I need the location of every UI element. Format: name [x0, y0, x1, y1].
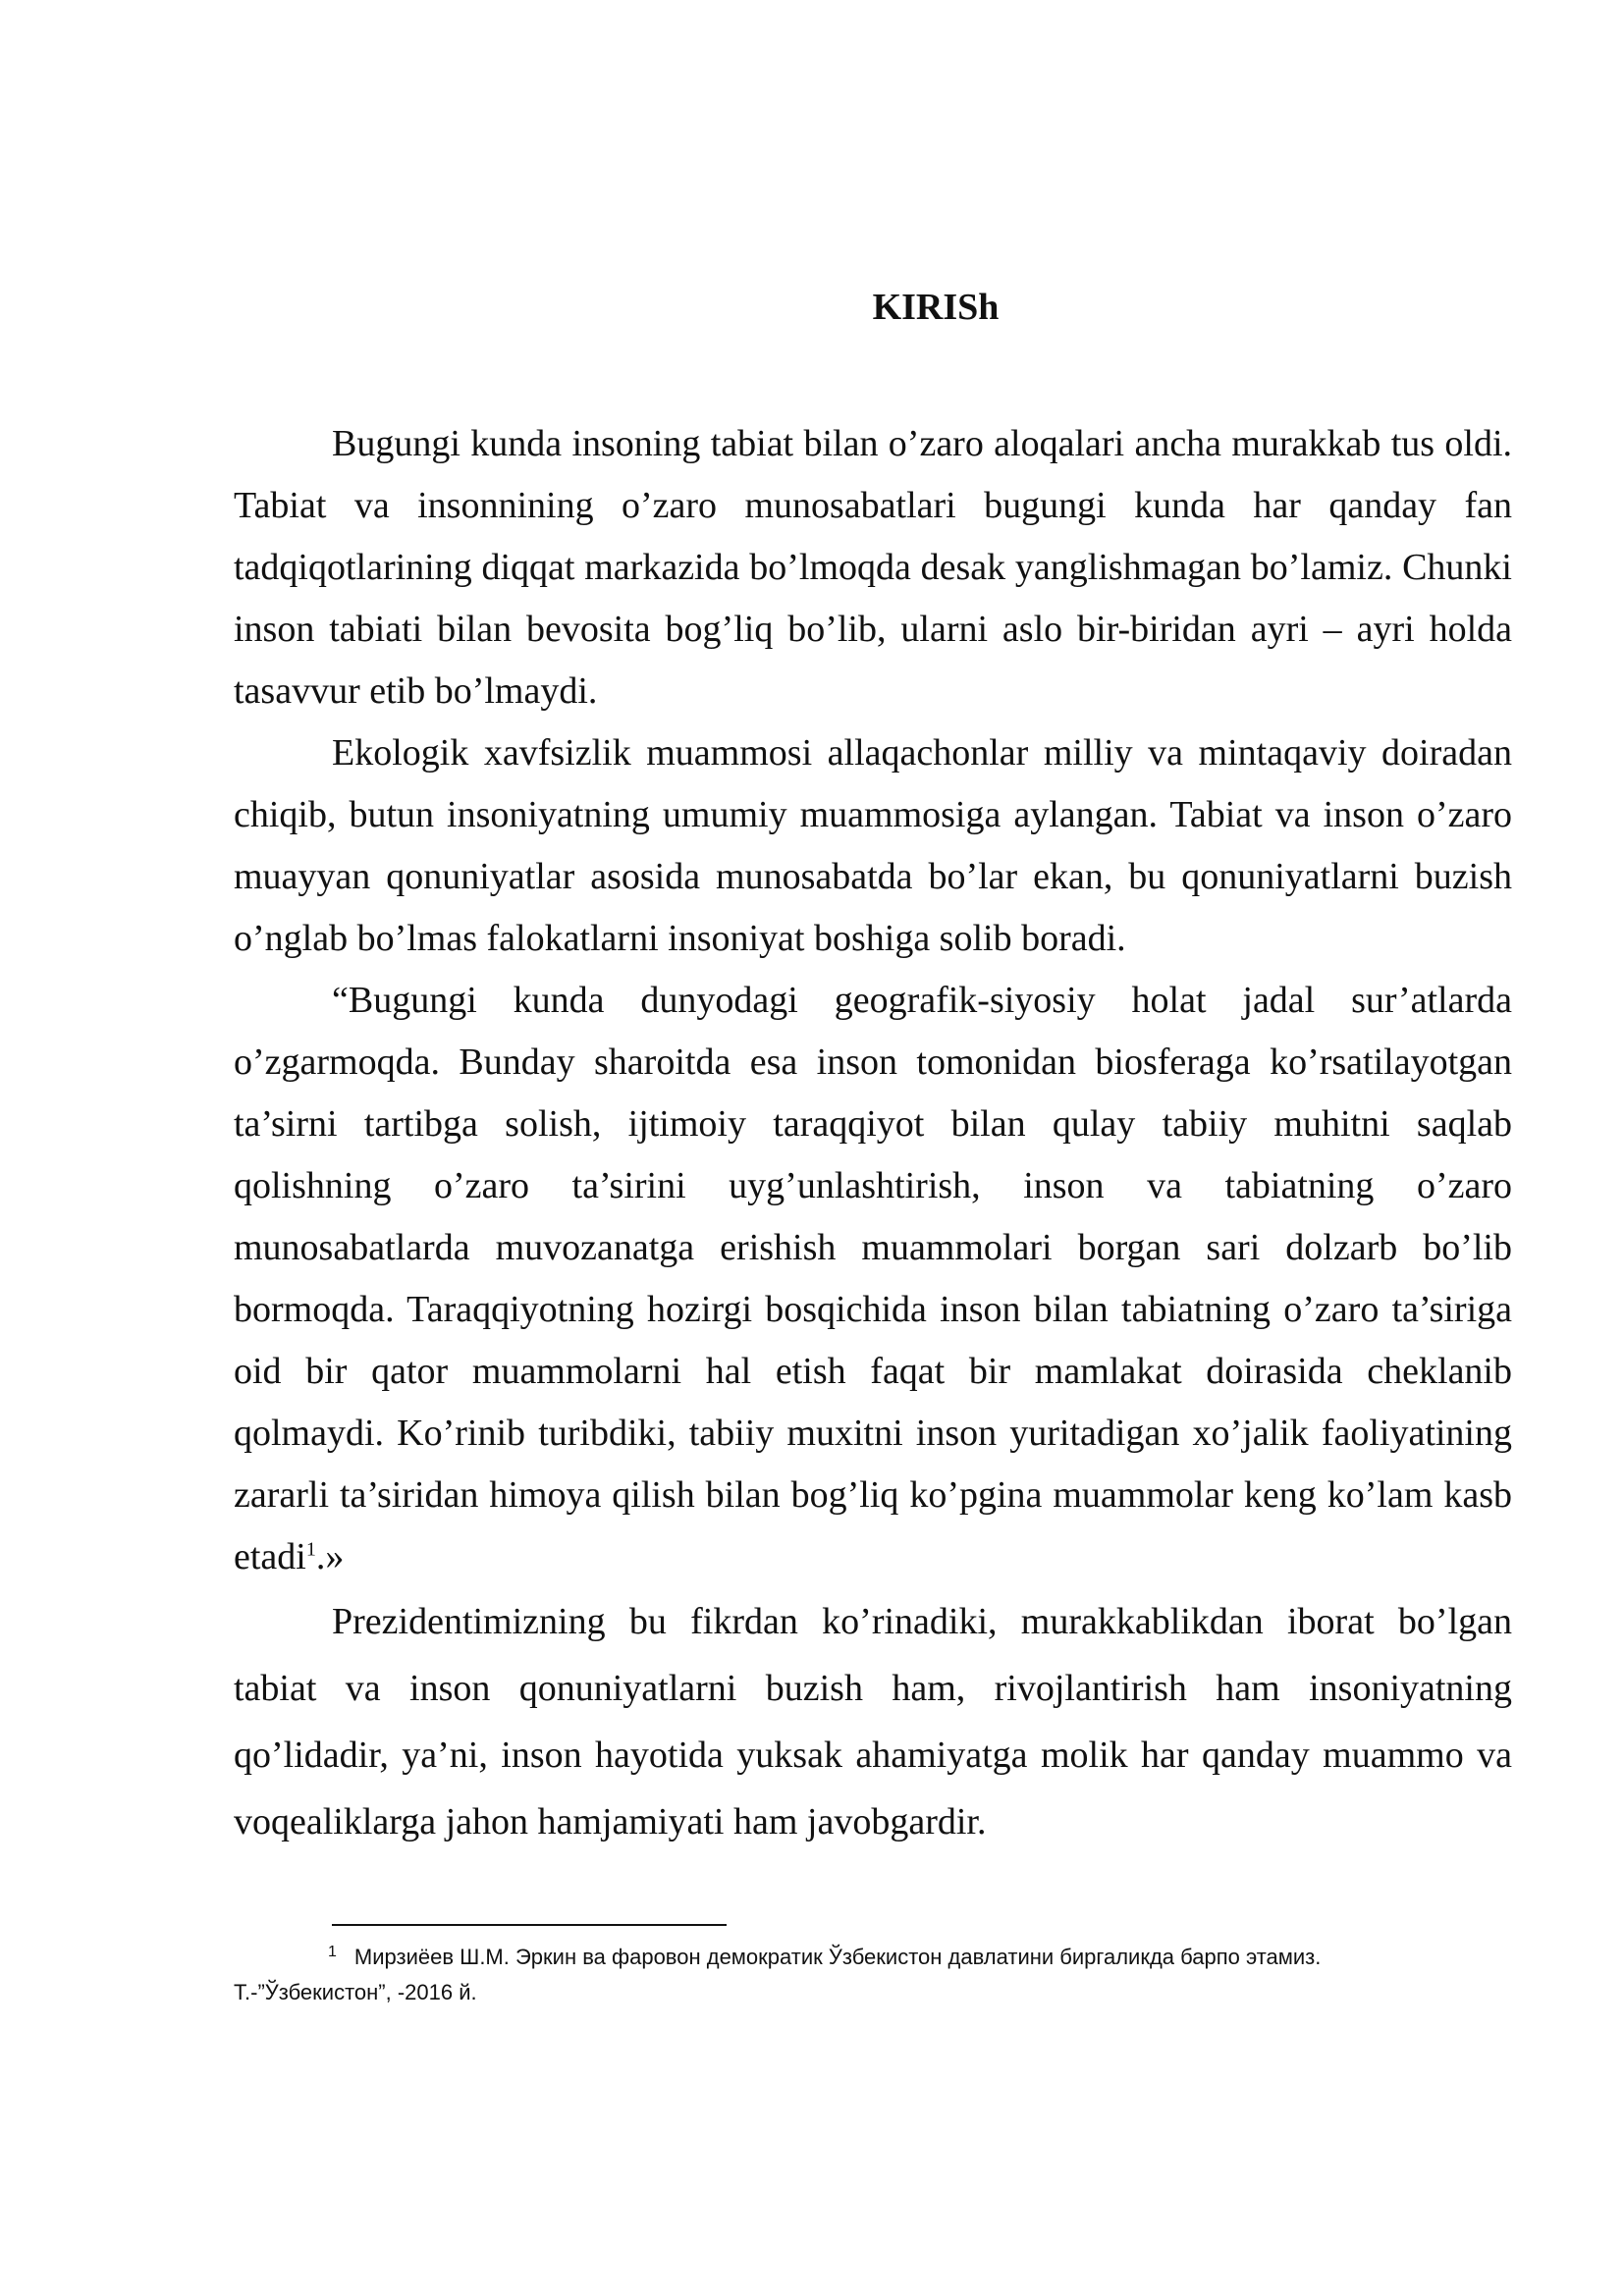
footnote: [234, 1940, 1512, 2010]
footnote-text-1: Мирзиёев Ш.М. Эркин ва фаровон демократик Ўзбекистон давлатини биргаликда барпо этамиз.: [353, 1945, 1322, 1969]
footnote-reference[interactable]: 1: [305, 1538, 316, 1561]
footnote-marker: 1: [328, 1943, 337, 1960]
paragraph-3: [234, 970, 1512, 1588]
quote-text: “Bugungi kunda dunyodagi geografik-siyosiy holat jadal sur’atlarda o’zgarmoqda. Bunday sharoitda esa inson tomonidan biosferaga ko’rsatilayotgan ta’sirni tartibga solish, ijtimoiy taraqqiyot bilan qulay tabiiy muhitni saqlab qolishning o’zaro ta’sirini uyg’unlashtirish, inson va tabiatning o’zaro munosabatlarda muvozanatga erishish muammolari borgan sari dolzarb bo’lib bormoqda. Taraqqiyotning hozirgi bosqichida inson bilan tabiatning o’zaro ta’siriga oid bir qator muammolarni hal etish faqat bir mamlakat doirasida cheklanib qolmaydi. Ko’rinib turibdiki, tabiiy muxitni inson yuritadigan xo’jalik faoliyatining zararli ta’siridan himoya qilish bilan bog’liq ko’pgina muammolar keng ko’lam kasb etadi: [234, 980, 1512, 1577]
paragraph-4: Prezidentimizning bu fikrdan ko’rinadiki, murakkablikdan iborat bo’lgan tabiat va inson qonuniyatlarni buzish ham, rivojlantirish ham insoniyatning qo’lidadir, ya’ni, inson hayotida yuksak ahamiyatga molik har qanday muammo va voqealiklarga jahon hamjamiyati ham javobgardir.: [234, 1601, 1512, 1842]
footnote-line-2: Т.-”Ўзбекистон”, -2016 й.: [234, 1980, 477, 2004]
body-text: [234, 413, 1512, 1855]
footnote-separator: [332, 1924, 727, 1926]
quote-close: .»: [315, 1536, 345, 1577]
page-title: KIRISh: [872, 287, 1000, 328]
paragraph-2: Ekologik xavfsizlik muammosi allaqachonlar milliy va mintaqaviy doiradan chiqib, butun insoniyatning umumiy muammosiga aylangan. Tabiat va inson o’zaro muayyan qonuniyatlar asosida munosabatda bo’lar ekan, bu qonuniyatlarni buzish o’nglab bo’lmas falokatlarni insoniyat boshiga solib boradi.: [234, 732, 1512, 959]
paragraph-1: Bugungi kunda insoning tabiat bilan o’zaro aloqalari ancha murakkab tus oldi. Tabiat va insonnining o’zaro munosabatlari bugungi kunda har qanday fan tadqiqotlarining diqqat markazida bo’lmoqda desak yanglishmagan bo’lamiz. Chunki inson tabiati bilan bevosita bog’liq bo’lib, ularni aslo bir-biridan ayri – ayri holda tasavvur etib bo’lmaydi.: [234, 423, 1512, 712]
footnote-line-1: [234, 1940, 1512, 1975]
